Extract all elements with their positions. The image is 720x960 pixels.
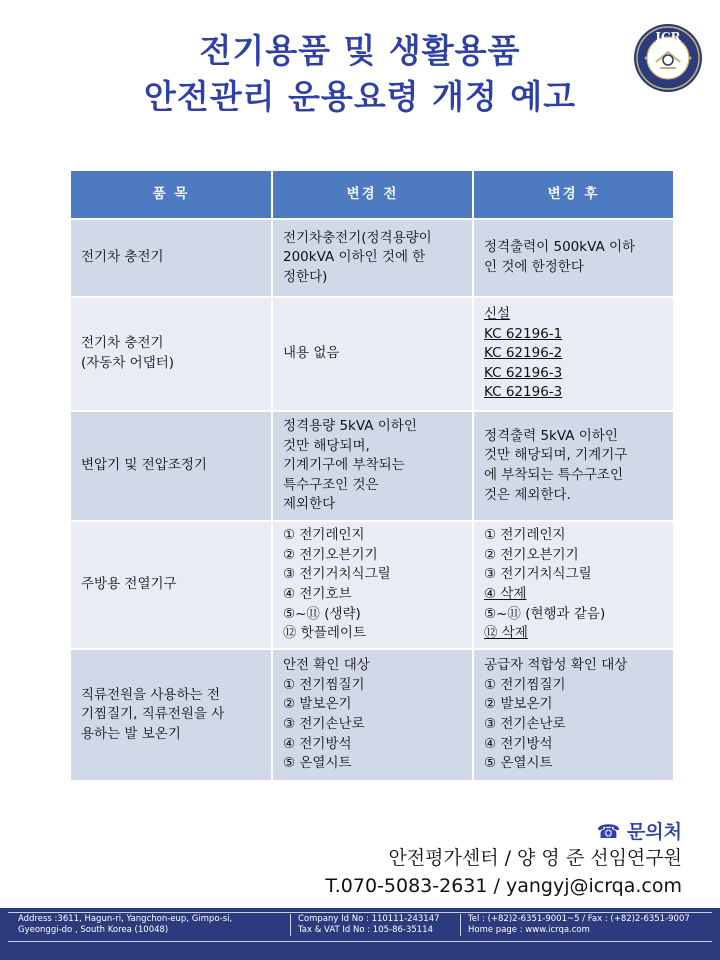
after-line: KC 62196-3 (484, 384, 563, 401)
before-line: ⑤ 온열시트 (283, 755, 352, 772)
after-line: 것은 제외한다. (484, 486, 571, 503)
footer-address (18, 914, 232, 936)
footer-bar (0, 908, 720, 960)
before-line: ③ 전기거치식그릴 (283, 566, 391, 583)
after-line: 신설 (484, 306, 511, 323)
row-before (272, 649, 473, 781)
after-line: ③ 전기손난로 (484, 716, 566, 732)
contact-tel: T.070-5083-2631 / yangyj@icrqa.com (325, 875, 682, 897)
after-line: 인 것에 한정한다 (484, 259, 584, 275)
item-label-line: 직류전원을 사용하는 전 (81, 686, 220, 703)
title-line-2: 안전관리 운용요령 개정 예고 (143, 77, 576, 116)
row-item (70, 297, 272, 411)
after-line: ② 전기오븐기기 (484, 546, 579, 563)
item-label-line: 전기차 충전기 (81, 335, 164, 352)
before-line: ④ 전기호브 (283, 586, 352, 602)
before-line: 기계기구에 부착되는 (283, 457, 405, 474)
row-item (70, 649, 272, 781)
footer-contact (468, 914, 690, 936)
icr-logo (632, 22, 704, 94)
after-line: 에 부착되는 특수구조인 (484, 467, 623, 483)
after-line: ① 전기찜질기 (484, 676, 566, 693)
footer-homepage-line: Home page : www.icrqa.com (468, 925, 590, 935)
title-line-1: 전기용품 및 생활용품 (199, 31, 521, 70)
after-line: 공급자 적합성 확인 대상 (484, 657, 628, 674)
item-label-line: (자동차 어댑터) (81, 355, 175, 371)
footer-company-line: Tax & VAT Id No : 105-86-35114 (298, 925, 434, 935)
before-line: ⑫ 핫플레이트 (283, 625, 366, 642)
after-line: KC 62196-1 (484, 325, 563, 342)
after-line: ⑫ 삭제 (484, 625, 528, 642)
table-row (70, 219, 674, 297)
before-line: ① 전기찜질기 (283, 676, 365, 693)
footer-tel-line: Tel : (+82)2-6351-9001~5 / Fax : (+82)2-6351-9007 (468, 914, 690, 924)
after-line: ① 전기레인지 (484, 527, 566, 544)
row-item (70, 411, 272, 521)
before-line: 특수구조인 것은 (283, 476, 379, 493)
before-line: 전기차충전기(정격용량이 (283, 229, 432, 246)
after-line: KC 62196-3 (484, 364, 563, 381)
before-line: ① 전기레인지 (283, 527, 365, 544)
after-line: 것만 해당되며, 기계기구 (484, 447, 628, 464)
row-before (272, 219, 473, 297)
before-line: ⑤~⑪ (생략) (283, 605, 361, 622)
logo-letters: ICR (655, 30, 681, 44)
row-after (473, 521, 674, 649)
row-after (473, 219, 674, 297)
before-line: 내용 없음 (283, 345, 340, 362)
after-line: ④ 전기방석 (484, 735, 553, 752)
row-before (272, 521, 473, 649)
before-line: 정한다) (283, 268, 328, 285)
row-before (272, 297, 473, 411)
after-line: ⑤~⑪ (현행과 같음) (484, 605, 606, 622)
after-line: ② 발보온기 (484, 696, 553, 713)
contact-label: ☎ 문의처 (596, 821, 682, 843)
before-line: ④ 전기방석 (283, 735, 352, 752)
header-after: 변경 후 (473, 170, 674, 219)
after-line: ③ 전기거치식그릴 (484, 566, 592, 583)
row-before (272, 411, 473, 521)
row-item (70, 521, 272, 649)
after-line: 정격출력 5kVA 이하인 (484, 427, 618, 444)
footer-address-line: Gyeonggi-do , South Korea (10048) (18, 925, 169, 935)
footer-divider (290, 914, 291, 936)
footer-address-line: Address :3611, Hagun-ri, Yangchon-eup, Gimpo-si, (18, 914, 233, 924)
before-line: ② 전기오븐기기 (283, 546, 378, 563)
item-label-line: 용하는 발 보온기 (81, 725, 181, 742)
before-line: 200kVA 이하인 것에 한 (283, 249, 426, 266)
footer-company-line: Company Id No : 110111-243147 (298, 914, 440, 924)
item-label: 주방용 전열기구 (81, 576, 177, 593)
before-line: ③ 전기손난로 (283, 716, 365, 732)
before-line: 것만 해당되며, (283, 437, 370, 454)
item-label: 변압기 및 전압조정기 (81, 457, 207, 474)
before-line: 제외한다 (283, 496, 336, 513)
footer-company (298, 914, 440, 936)
table-row (70, 411, 674, 521)
header-item: 품 목 (70, 170, 272, 219)
before-line: ② 발보온기 (283, 696, 352, 713)
contact-name: 안전평가센터 / 양 영 준 선임연구원 (388, 847, 682, 869)
before-line: 안전 확인 대상 (283, 657, 370, 674)
table-row (70, 297, 674, 411)
after-line: ④ 삭제 (484, 586, 527, 602)
table-row (70, 521, 674, 649)
footer-divider (460, 914, 461, 936)
row-item (70, 219, 272, 297)
row-after (473, 297, 674, 411)
row-after (473, 411, 674, 521)
page-title (0, 28, 720, 120)
revision-table (69, 169, 675, 782)
table-row (70, 649, 674, 781)
after-line: ⑤ 온열시트 (484, 755, 553, 772)
header-before: 변경 전 (272, 170, 473, 219)
after-line: KC 62196-2 (484, 345, 563, 362)
after-line: 정격출력이 500kVA 이하 (484, 239, 636, 256)
item-label-line: 기찜질기, 직류전원을 사 (81, 706, 225, 723)
row-after (473, 649, 674, 781)
item-label: 전기차 충전기 (81, 249, 164, 266)
table-header-row (70, 170, 674, 219)
before-line: 정격용량 5kVA 이하인 (283, 418, 417, 435)
